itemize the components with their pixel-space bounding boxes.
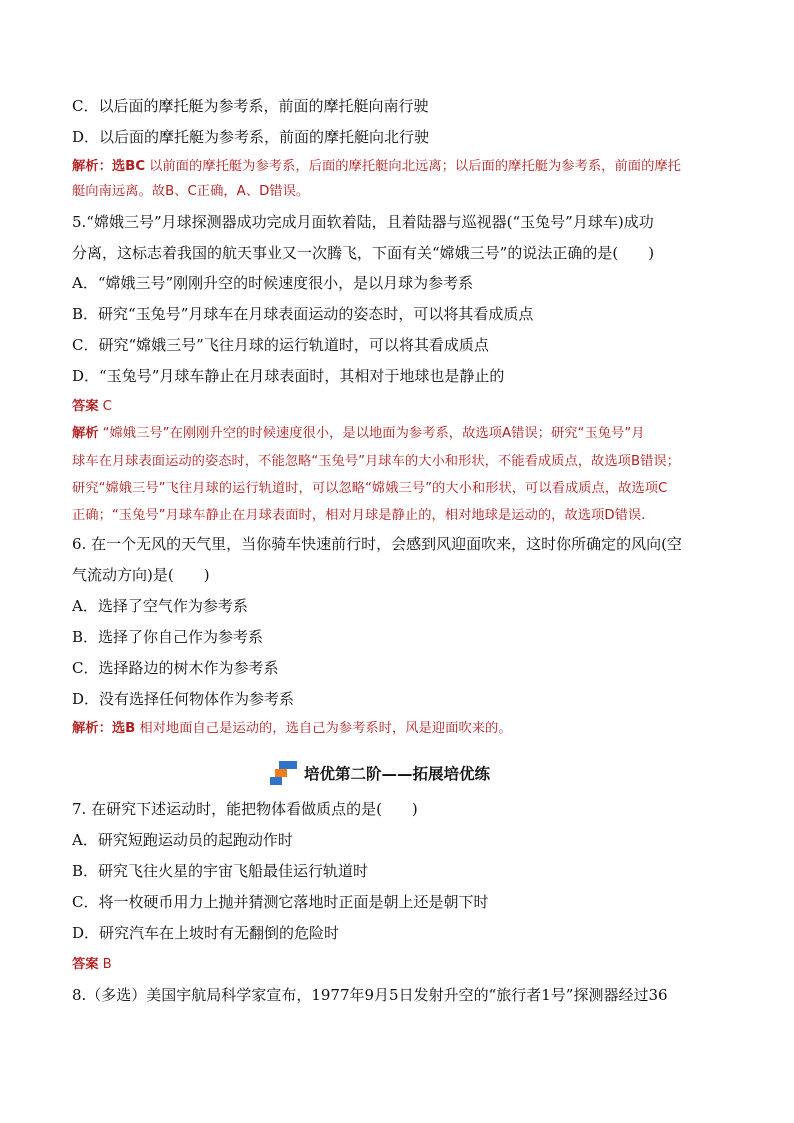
- text-line: A．研究短跑运动员的起跑动作时: [72, 831, 293, 849]
- answer-label: 答案: [72, 957, 99, 972]
- text-line: 分离，这标志着我国的航天事业又一次腾飞，下面有关“嫦娥三号”的说法正确的是( ): [72, 244, 655, 262]
- answer-line: 解析 “嫦娥三号”在刚刚升空的时候速度很小，是以地面为参考系，故选项A错误；研究“玉兔号”月: [72, 426, 645, 441]
- text-line: 7. 在研究下述运动时，能把物体看做质点的是( ): [72, 800, 418, 818]
- text-line: C．选择路边的树木作为参考系: [72, 659, 279, 677]
- text-line: 8.（多选）美国宇航局科学家宣布，1977年9月5日发射升空的“旅行者1号”探测器经过36: [72, 986, 668, 1004]
- text-line: D．“玉兔号”月球车静止在月球表面时，其相对于地球也是静止的: [72, 367, 505, 385]
- text-line: 6. 在一个无风的天气里，当你骑车快速前行时，会感到风迎面吹来，这时你所确定的风向(空: [72, 535, 682, 553]
- section-title: 培优第二阶——拓展培优练: [304, 765, 491, 783]
- answer-line: 解析：选BC 以前面的摩托艇为参考系，后面的摩托艇向北远离；以后面的摩托艇为参考系，前面的摩托: [72, 159, 681, 174]
- text-line: D．以后面的摩托艇为参考系，前面的摩托艇向北行驶: [72, 128, 430, 146]
- section-logo-icon: [270, 760, 298, 786]
- text-line: C．研究“嫦娥三号”飞往月球的运行轨道时，可以将其看成质点: [72, 336, 489, 354]
- answer-line: 正确；“玉兔号”月球车静止在月球表面时，相对月球是静止的，相对地球是运动的，故选项D错误.: [72, 508, 646, 523]
- section-header: [270, 760, 490, 786]
- answer-label: 解析: [72, 426, 99, 441]
- text-line: D．没有选择任何物体作为参考系: [72, 690, 295, 708]
- answer-line: 艇向南远离。故B、C正确，A、D错误。: [72, 184, 310, 199]
- answer-line: 答案 C: [72, 399, 112, 414]
- text-line: B．研究飞往火星的宇宙飞船最佳运行轨道时: [72, 862, 369, 880]
- answer-label: 答案: [72, 399, 99, 414]
- text-line: A．“嫦娥三号”刚刚升空的时候速度很小，是以月球为参考系: [72, 274, 474, 292]
- text-line: D．研究汽车在上坡时有无翻倒的危险时: [72, 924, 340, 942]
- answer-line: 答案 B: [72, 957, 112, 972]
- answer-line: 球车在月球表面运动的姿态时，不能忽略“玉兔号”月球车的大小和形状，不能看成质点，故选项B错误；: [72, 454, 680, 469]
- answer-line: 研究“嫦娥三号”飞往月球的运行轨道时，可以忽略“嫦娥三号”的大小和形状，可以看成质点，故选项C: [72, 481, 668, 496]
- text-line: B．研究“玉兔号”月球车在月球表面运动的姿态时，可以将其看成质点: [72, 305, 534, 323]
- text-line: 气流动方向)是( ): [72, 566, 210, 584]
- text-line: A．选择了空气作为参考系: [72, 597, 248, 615]
- answer-label: 解析：选B: [72, 721, 136, 736]
- answer-line: 解析：选B 相对地面自己是运动的，选自己为参考系时，风是迎面吹来的。: [72, 721, 512, 736]
- text-line: 5.“嫦娥三号”月球探测器成功完成月面软着陆，且着陆器与巡视器(“玉兔号”月球车)成功: [72, 213, 654, 231]
- answer-label: 解析：选BC: [72, 159, 146, 174]
- text-line: C．将一枚硬币用力上抛并猜测它落地时正面是朝上还是朝下时: [72, 893, 489, 911]
- text-line: B．选择了你自己作为参考系: [72, 628, 264, 646]
- text-line: C．以后面的摩托艇为参考系，前面的摩托艇向南行驶: [72, 97, 429, 115]
